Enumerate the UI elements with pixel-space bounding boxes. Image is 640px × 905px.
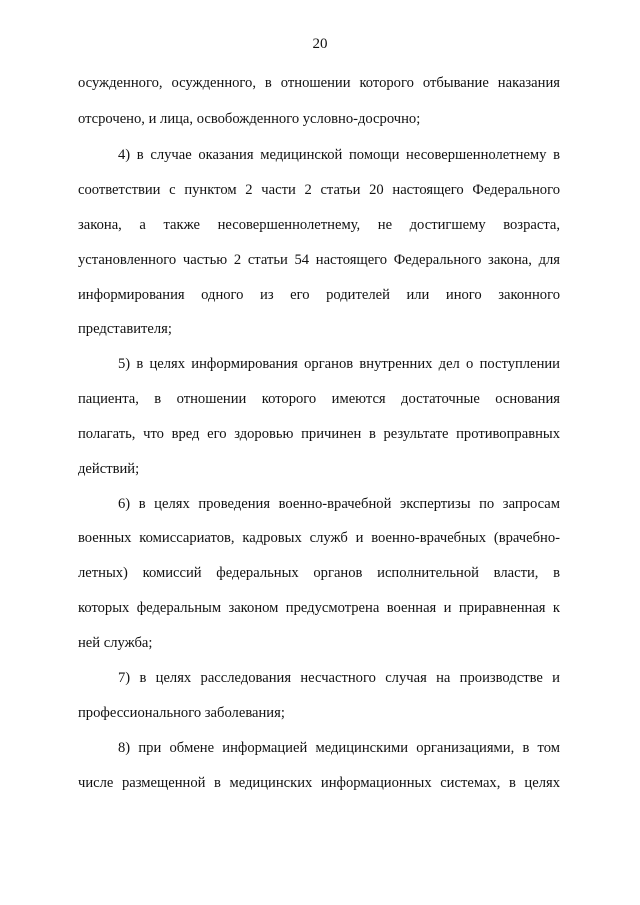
list-item-6-start: 6) в целях проведения военно-врачебной экспертизы по запросам (118, 496, 560, 512)
text-line: закона, а также несовершеннолетнему, не достигшему возраста, (78, 217, 560, 233)
text-line: представителя; (78, 321, 172, 337)
text-line: пациента, в отношении которого имеются достаточные основания (78, 391, 560, 407)
list-item-8-start: 8) при обмене информацией медицинскими организациями, в том (118, 740, 560, 756)
page-number: 20 (312, 36, 328, 52)
list-item-4-start: 4) в случае оказания медицинской помощи несовершеннолетнему в (118, 147, 560, 163)
text-line: соответствии с пунктом 2 части 2 статьи 20 настоящего Федерального (78, 182, 560, 198)
text-line: военных комиссариатов, кадровых служб и военно-врачебных (врачебно- (78, 530, 560, 546)
text-line: летных) комиссий федеральных органов исполнительной власти, в (78, 565, 560, 581)
list-item-5-start: 5) в целях информирования органов внутренних дел о поступлении (118, 356, 560, 372)
text-line: профессионального заболевания; (78, 705, 285, 721)
text-line: числе размещенной в медицинских информационных системах, в целях (78, 775, 560, 791)
text-line: установленного частью 2 статьи 54 настоящего Федерального закона, для (78, 252, 560, 268)
text-line: действий; (78, 461, 140, 477)
text-line: которых федеральным законом предусмотрена военная и приравненная к (78, 600, 560, 616)
text-line: ней служба; (78, 635, 153, 651)
text-line: осужденного, осужденного, в отношении которого отбывание наказания (78, 75, 560, 91)
text-line: полагать, что вред его здоровью причинен в результате противоправных (78, 426, 560, 442)
text-line: отсрочено, и лица, освобожденного условно-досрочно; (78, 111, 421, 127)
text-line: информирования одного из его родителей или иного законного (78, 287, 560, 303)
list-item-7-start: 7) в целях расследования несчастного случая на производстве и (118, 670, 560, 686)
